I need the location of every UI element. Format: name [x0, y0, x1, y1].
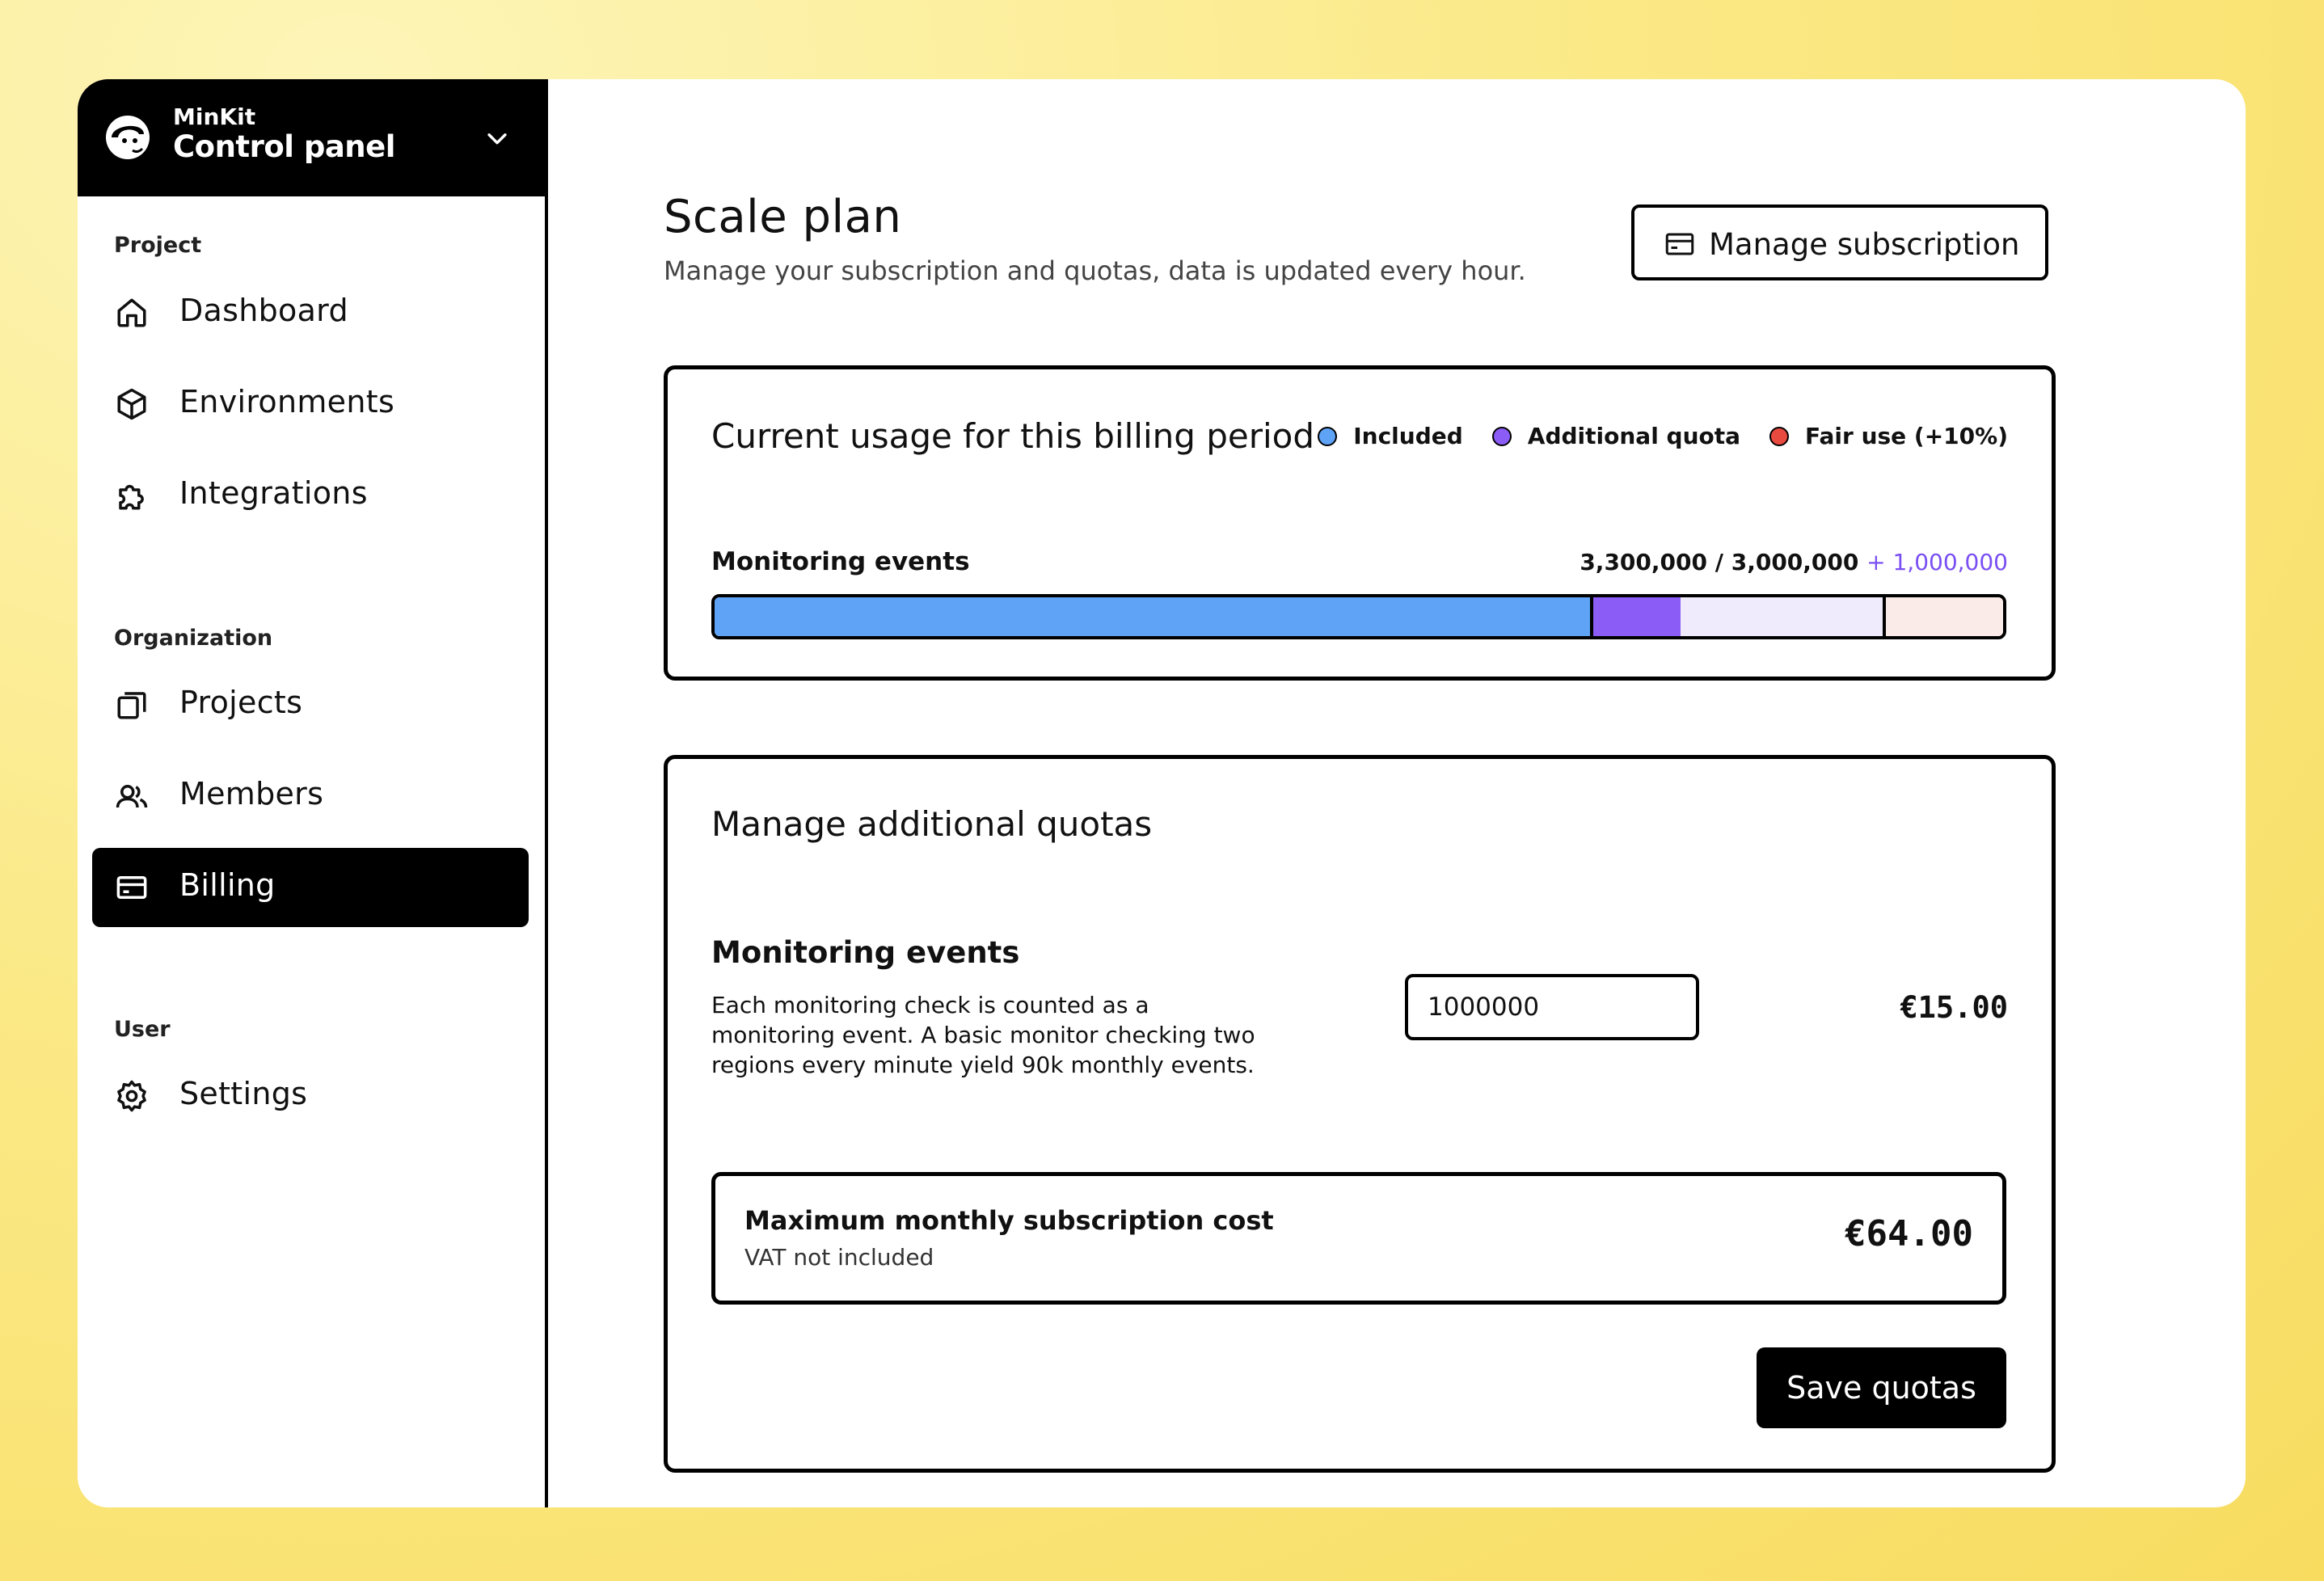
usage-current: 3,300,000	[1580, 549, 1707, 575]
usage-included: 3,000,000	[1731, 549, 1859, 575]
max-cost-price: €64.00	[1845, 1213, 1973, 1254]
chevron-down-icon	[483, 124, 511, 152]
bar-segment-fair-use	[1886, 597, 2003, 636]
sidebar-item-environments[interactable]	[92, 365, 529, 444]
legend-fair-use	[1769, 423, 2008, 449]
usage-progress-bar	[711, 594, 2006, 639]
quota-item-label: Monitoring events	[711, 935, 1020, 970]
save-quotas-button[interactable]: Save quotas	[1757, 1347, 2006, 1428]
max-cost-vat-note: VAT not included	[744, 1244, 934, 1271]
usage-metric-label: Monitoring events	[711, 547, 970, 576]
legend-additional	[1492, 423, 1740, 449]
workspace-switcher[interactable]	[78, 79, 545, 196]
legend-dot-fair-use	[1769, 427, 1789, 446]
app-window	[78, 79, 2246, 1507]
brand-name: MinKit	[173, 103, 256, 130]
sidebar-item-label: Projects	[179, 685, 303, 720]
quotas-card	[664, 755, 2056, 1473]
bar-segment-additional	[1593, 597, 1681, 636]
copy-icon	[115, 688, 149, 722]
sidebar-item-label: Settings	[179, 1076, 308, 1111]
usage-card-title: Current usage for this billing period	[711, 416, 1315, 456]
gear-icon	[115, 1079, 149, 1113]
sidebar-item-dashboard[interactable]	[92, 273, 529, 352]
sidebar-item-label: Members	[179, 776, 324, 812]
quota-input[interactable]	[1405, 974, 1699, 1040]
sidebar-item-projects[interactable]	[92, 665, 529, 744]
credit-card-icon	[1665, 232, 1694, 256]
sidebar-item-integrations[interactable]	[92, 456, 529, 535]
max-cost-box	[711, 1172, 2006, 1305]
sidebar-item-members[interactable]	[92, 757, 529, 836]
sidebar-item-label: Environments	[179, 384, 395, 419]
legend-label: Included	[1353, 423, 1463, 449]
usage-values	[1580, 549, 2008, 575]
sidebar-item-label: Integrations	[179, 475, 368, 511]
sidebar-item-billing[interactable]	[92, 848, 529, 927]
quota-item-price: €15.00	[1900, 990, 2008, 1025]
legend-dot-included	[1318, 427, 1337, 446]
credit-card-icon	[115, 871, 149, 904]
usage-card	[664, 365, 2056, 681]
manage-subscription-button[interactable]	[1631, 204, 2048, 280]
box-icon	[115, 387, 149, 421]
sidebar-item-settings[interactable]	[92, 1056, 529, 1136]
quotas-card-title: Manage additional quotas	[711, 804, 1153, 844]
bar-segment-additional-remaining	[1681, 597, 1886, 636]
minkit-logo-icon	[103, 113, 152, 162]
sidebar-item-label: Billing	[179, 867, 276, 903]
usage-additional: + 1,000,000	[1866, 549, 2008, 575]
usage-separator: /	[1706, 549, 1731, 575]
page-title: Scale plan	[664, 191, 902, 243]
page-subtitle: Manage your subscription and quotas, data is updated every hour.	[664, 255, 1526, 286]
legend-label: Fair use (+10%)	[1805, 423, 2008, 449]
section-label-project: Project	[114, 233, 202, 258]
sidebar-item-label: Dashboard	[179, 293, 348, 328]
manage-subscription-label: Manage subscription	[1709, 227, 2020, 262]
legend-included	[1318, 423, 1463, 449]
home-icon	[115, 296, 149, 330]
legend-label: Additional quota	[1527, 423, 1741, 449]
section-label-organization: Organization	[114, 626, 273, 651]
max-cost-title: Maximum monthly subscription cost	[744, 1205, 1274, 1236]
users-icon	[115, 779, 149, 813]
usage-legend	[1289, 423, 2008, 449]
sidebar	[78, 79, 548, 1507]
section-label-user: User	[114, 1017, 171, 1042]
bar-segment-included	[715, 597, 1593, 636]
quota-item-description: Each monitoring check is counted as a monitoring event. A basic monitor checking two regions every minute yield 90k monthly events.	[711, 992, 1255, 1078]
brand-title: Control panel	[173, 129, 395, 164]
puzzle-icon	[115, 479, 149, 512]
legend-dot-additional	[1492, 427, 1512, 446]
